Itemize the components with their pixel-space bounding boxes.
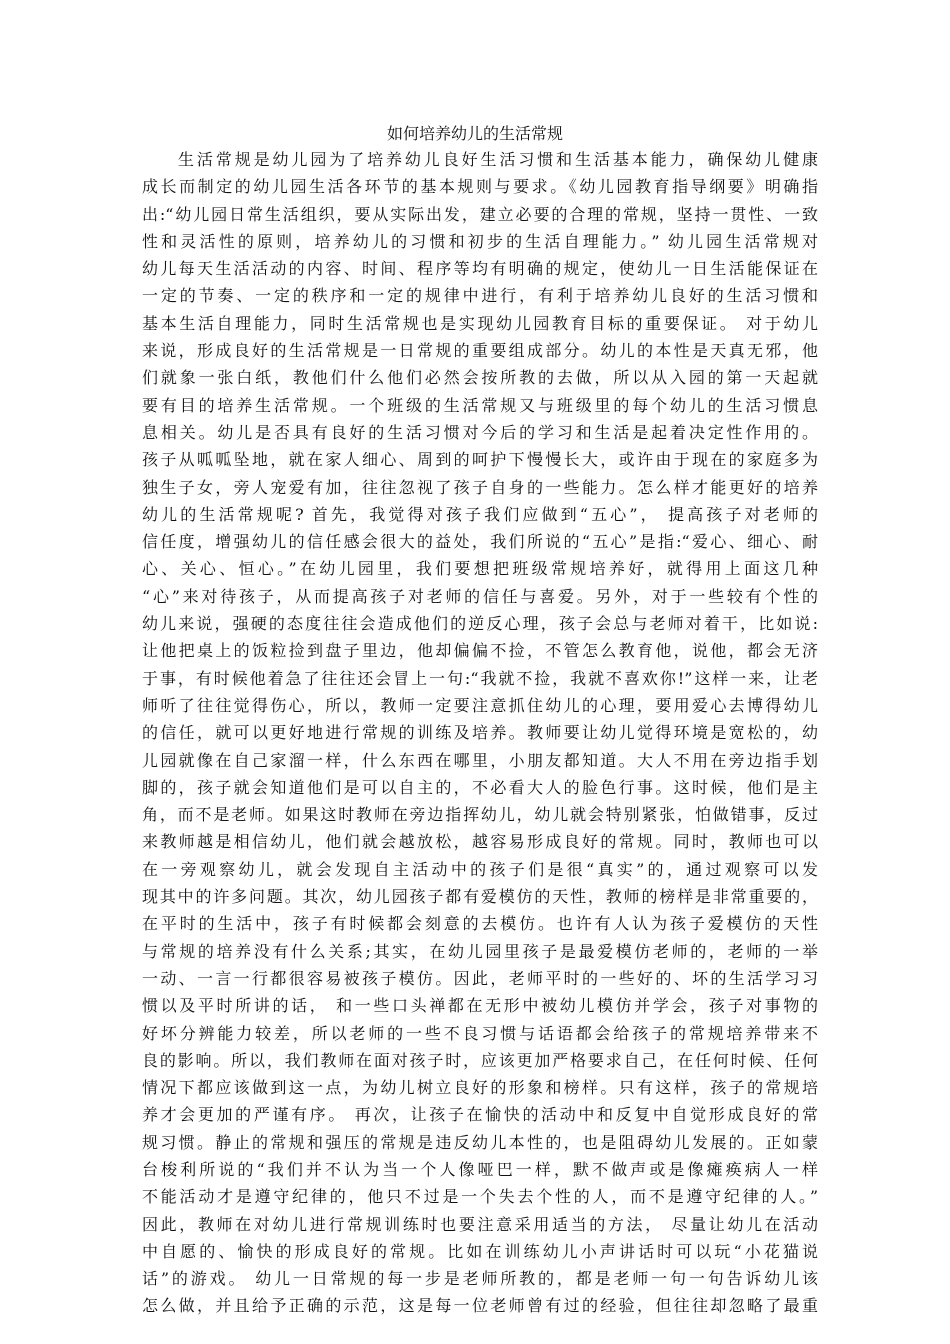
body-line: 话”的游戏。 幼儿一日常规的每一步是老师所教的，都是老师一句一句告诉幼儿该 [142,1269,818,1289]
body-line: 一动、一言一行都很容易被孩子模仿。因此，老师平时的一些好的、坏的生活学习习 [142,968,818,988]
body-line: 出:“幼儿园日常生活组织，要从实际出发，建立必要的合理的常规，坚持一贯性、一致 [142,204,818,224]
body-line: 养才会更加的严谨有序。 再次，让孩子在愉快的活动中和反复中自觉形成良好的常 [142,1105,818,1125]
body-line: 在平时的生活中，孩子有时候都会刻意的去模仿。也许有人认为孩子爱模仿的天性 [142,914,818,934]
body-line: 来教师越是相信幼儿，他们就会越放松，越容易形成良好的常规。同时，教师也可以 [142,832,818,852]
body-line: 基本生活自理能力，同时生活常规也是实现幼儿园教育目标的重要保证。 对于幼儿 [142,313,818,333]
body-line: 良的影响。所以，我们教师在面对孩子时，应该更加严格要求自己，在任何时候、任何 [142,1050,818,1070]
body-line: 台梭利所说的“我们并不认为当一个人像哑巴一样，默不做声或是像瘫痪病人一样 [142,1159,818,1179]
body-line: 心、关心、恒心。”在幼儿园里，我们要想把班级常规培养好，就得用上面这几种 [142,559,818,579]
body-line: 让他把桌上的饭粒捡到盘子里边，他却偏偏不捡，不管怎么教育他，说他，都会无济 [142,641,818,661]
body-line: 幼儿的生活常规呢? 首先，我觉得对孩子我们应做到“五心”， 提高孩子对老师的 [142,504,818,524]
body-line: 惯以及平时所讲的话， 和一些口头禅都在无形中被幼儿模仿并学会，孩子对事物的 [142,996,818,1016]
body-line: 脚的，孩子就会知道他们是可以自主的，不必看大人的脸色行事。这时候，他们是主 [142,777,818,797]
body-line: 一定的节奏、一定的秩序和一定的规律中进行，有利于培养幼儿良好的生活习惯和 [142,286,818,306]
body-line: 规习惯。静止的常规和强压的常规是违反幼儿本性的，也是阻碍幼儿发展的。正如蒙 [142,1132,818,1152]
body-line: 儿园就像在自己家溜一样，什么东西在哪里，小朋友都知道。大人不用在旁边指手划 [142,750,818,770]
body-line: 成长而制定的幼儿园生活各环节的基本规则与要求。《幼儿园教育指导纲要》明确指 [142,177,818,197]
body-line: 的信任，就可以更好地进行常规的训练及培养。教师要让幼儿觉得环境是宽松的，幼 [142,723,818,743]
body-line: 生活常规是幼儿园为了培养幼儿良好生活习惯和生活基本能力，确保幼儿健康 [178,150,818,169]
body-line: 怎么做，并且给予正确的示范，这是每一位老师曾有过的经验，但往往却忽略了最重 [142,1296,818,1316]
body-line: 好坏分辨能力较差，所以老师的一些不良习惯与话语都会给孩子的常规培养带来不 [142,1023,818,1043]
body-line: 中自愿的、愉快的形成良好的常规。比如在训练幼儿小声讲话时可以玩“小花猫说 [142,1241,818,1261]
body-line: 与常规的培养没有什么关系;其实，在幼儿园里孩子是最爱模仿老师的，老师的一举 [142,941,818,961]
body-line: 来说，形成良好的生活常规是一日常规的重要组成部分。幼儿的本性是天真无邪，他 [142,341,818,361]
body-line: 师听了往往觉得伤心，所以，教师一定要注意抓住幼儿的心理，要用爱心去博得幼儿 [142,695,818,715]
body-line: 于事，有时候他着急了往往还会冒上一句:“我就不捡，我就不喜欢你!”这样一来，让老 [142,668,818,688]
body-line: 独生子女，旁人宠爱有加，往往忽视了孩子自身的一些能力。怎么样才能更好的培养 [142,477,818,497]
body-line: 息相关。幼儿是否具有良好的生活习惯对今后的学习和生活是起着决定性作用的。 [142,422,818,442]
body-line: 们就象一张白纸，教他们什么他们必然会按所教的去做，所以从入园的第一天起就 [142,368,818,388]
body-line: 孩子从呱呱坠地，就在家人细心、周到的呵护下慢慢长大，或许由于现在的家庭多为 [142,450,818,470]
document-title: 如何培养幼儿的生活常规 [386,124,563,143]
body-line: 角，而不是老师。如果这时教师在旁边指挥幼儿，幼儿就会特别紧张，怕做错事，反过 [142,805,818,825]
document-body [142,146,818,1320]
body-line: “心”来对待孩子，从而提高孩子对老师的信任与喜爱。另外，对于一些较有个性的 [142,586,818,606]
body-line: 现其中的许多问题。其次，幼儿园孩子都有爱模仿的天性，教师的榜样是非常重要的， [142,887,818,907]
body-line: 幼儿来说，强硬的态度往往会造成他们的逆反心理，孩子会总与老师对着干，比如说: [142,614,818,634]
body-line: 在一旁观察幼儿，就会发现自主活动中的孩子们是很“真实”的，通过观察可以发 [142,859,818,879]
body-line: 不能活动才是遵守纪律的，他只不过是一个失去个性的人，而不是遵守纪律的人。” [142,1187,818,1207]
body-line: 要有目的培养生活常规。一个班级的生活常规又与班级里的每个幼儿的生活习惯息 [142,395,818,415]
body-line: 情况下都应该做到这一点，为幼儿树立良好的形象和榜样。只有这样，孩子的常规培 [142,1078,818,1098]
body-line: 因此，教师在对幼儿进行常规训练时也要注意采用适当的方法， 尽量让幼儿在活动 [142,1214,818,1234]
body-line: 信任度，增强幼儿的信任感会很大的益处，我们所说的“五心”是指:“爱心、细心、耐 [142,532,818,552]
body-line: 幼儿每天生活活动的内容、时间、程序等均有明确的规定，使幼儿一日生活能保证在 [142,259,818,279]
body-line: 性和灵活性的原则，培养幼儿的习惯和初步的生活自理能力。” 幼儿园生活常规对 [142,231,818,251]
